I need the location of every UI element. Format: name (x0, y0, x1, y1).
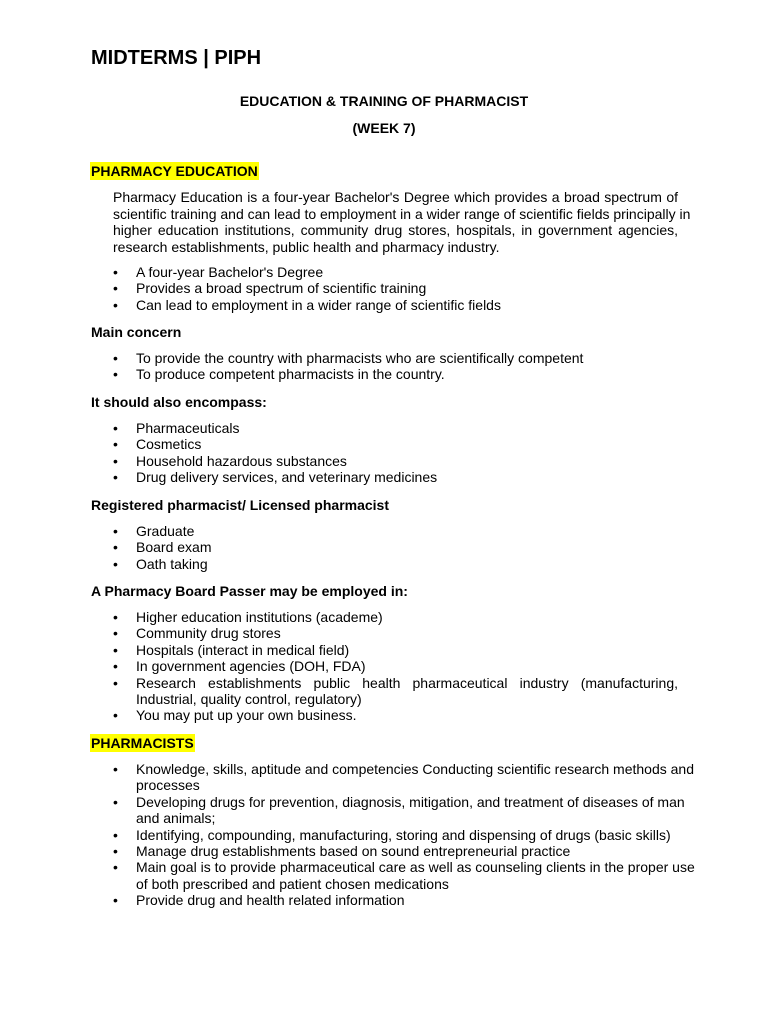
registered-list (113, 523, 678, 572)
encompass-heading: It should also encompass: (91, 394, 267, 410)
paragraph-line: research establishments, public health and pharmacy industry. (113, 238, 500, 255)
list-item: • Graduate (113, 523, 678, 539)
list-item: • You may put up your own business. (113, 707, 678, 723)
list-item: • To produce competent pharmacists in the country. (113, 366, 678, 382)
list-item (113, 793, 685, 827)
registered-heading: Registered pharmacist/ Licensed pharmacist (91, 497, 389, 513)
list-item: • Hospitals (interact in medical field) (113, 642, 678, 658)
pharmacy-education-list (113, 264, 678, 313)
employed-heading: A Pharmacy Board Passer may be employed in: (91, 583, 408, 599)
paragraph-line: Pharmacy Education is a four-year Bachelor's Degree which provides a broad spectrum of (113, 189, 678, 205)
list-item: • Identifying, compounding, manufacturing, storing and dispensing of drugs (basic skills) (113, 827, 678, 843)
list-item-line: and animals; (136, 810, 216, 827)
list-item: • Manage drug establishments based on sound entrepreneurial practice (113, 843, 678, 859)
list-item: • To provide the country with pharmacists who are scientifically competent (113, 350, 678, 366)
list-item-line: • Developing drugs for prevention, diagnosis, mitigation, and treatment of diseases of man (136, 793, 685, 810)
list-item-line: of both prescribed and patient chosen medications (136, 875, 449, 892)
pharmacists-list (113, 761, 695, 909)
pharmacists-heading: PHARMACISTS (91, 735, 194, 751)
list-item: • Board exam (113, 539, 678, 555)
document-subtitle: EDUCATION & TRAINING OF PHARMACIST (239, 93, 529, 109)
list-item: • Drug delivery services, and veterinary medicines (113, 469, 678, 485)
list-item (113, 761, 694, 794)
list-item (113, 675, 678, 708)
document-title: MIDTERMS | PIPH (91, 47, 262, 69)
employed-list (113, 609, 678, 724)
encompass-list (113, 420, 678, 486)
list-item-line: • Main goal is to provide pharmaceutical care as well as counseling clients in the proper use (136, 859, 695, 876)
list-item: • Higher education institutions (academe) (113, 609, 678, 625)
week-label: (WEEK 7) (352, 120, 416, 136)
list-item: • Can lead to employment in a wider range of scientific fields (113, 297, 678, 313)
list-item-line: Industrial, quality control, regulatory) (136, 691, 362, 708)
list-item: • Provides a broad spectrum of scientific training (113, 280, 678, 296)
pharmacy-education-paragraph (113, 189, 691, 255)
list-item: • Oath taking (113, 556, 678, 572)
list-item: • Cosmetics (113, 436, 678, 452)
list-item: • A four-year Bachelor's Degree (113, 264, 678, 280)
list-item: • Provide drug and health related information (113, 892, 678, 908)
paragraph-line: higher education institutions, community drug stores, hospitals, in government agencies, (113, 222, 678, 238)
list-item (113, 859, 695, 892)
list-item: • Household hazardous substances (113, 453, 678, 469)
list-item-line: • Knowledge, skills, aptitude and competencies Conducting scientific research methods and (136, 761, 694, 777)
main-concern-heading: Main concern (91, 324, 182, 340)
list-item-line: processes (136, 777, 200, 794)
main-concern-list (113, 350, 678, 383)
list-item: • Pharmaceuticals (113, 420, 678, 436)
pharmacy-education-heading: PHARMACY EDUCATION (91, 163, 258, 179)
list-item-line: • Research establishments public health pharmaceutical industry (manufacturing, (136, 674, 678, 691)
list-item: • Community drug stores (113, 625, 678, 641)
paragraph-line: scientific training and can lead to employment in a wider range of scientific fields principally in (113, 205, 691, 222)
list-item: • In government agencies (DOH, FDA) (113, 658, 678, 674)
